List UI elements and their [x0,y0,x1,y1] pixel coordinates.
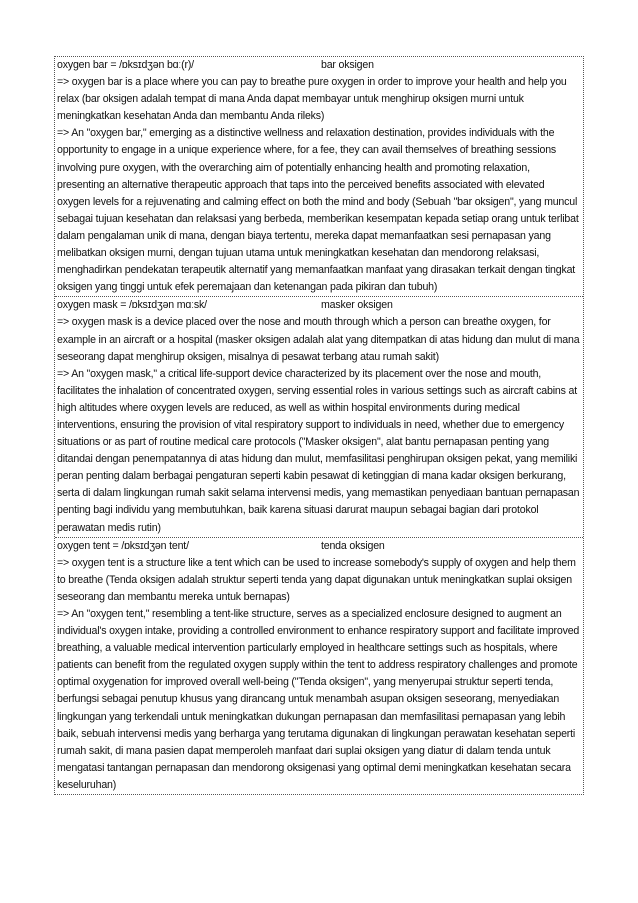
entry-definition: => oxygen bar is a place where you can pay to breathe pure oxygen in order to improve your health and help you relax (bar oksigen adalah tempat di mana Anda dapat membayar untuk menghirup oksigen murni untuk meningkatkan kesehatan Anda dan membantu Anda rileks) [57,76,567,123]
entry-header [57,297,580,314]
entry-definition: => oxygen mask is a device placed over the nose and mouth through which a person can breathe oxygen, for example in an aircraft or a hospital (masker oksigen adalah alat yang ditempatkan di atas hidung dan mulut di mana seseorang dapat menghirup oksigen, misalnya di pesawat terbang atau rumah sakit) [57,316,580,363]
entry-definition: => oxygen tent is a structure like a tent which can be used to increase somebody's supply of oxygen and help them to breathe (Tenda oksigen adalah struktur seperti tenda yang dapat digunakan untuk meningkatkan suplai oksigen seseorang dan membantu mereka untuk bernapas) [57,556,576,603]
entry-term: oxygen bar = /ɒksɪdʒən bɑː(r)/ [57,59,194,71]
vocabulary-table [54,56,584,795]
entry-elaboration: => An "oxygen tent," resembling a tent-like structure, serves as a specialized enclosure designed to augment an individual's oxygen intake, providing a controlled environment to enhance respiratory support and facilitate improved breathing, a valuable medical intervention particularly employed in healthcare settings such as hospitals, where patients can benefit from the regulated oxygen supply within the tent to address respiratory challenges and promote optimal oxygenation for improved overall well-being ("Tenda oksigen", yang menyerupai struktur seperti tenda, berfungsi sebagai penutup khusus yang dirancang untuk menambah asupan oksigen seseorang, menyediakan lingkungan yang terkendali untuk meningkatkan dukungan pernapasan dan memfasilitasi pernapasan yang lebih baik, sebuah intervensi medis yang berharga yang terutama digunakan di lingkungan perawatan kesehatan seperti rumah sakit, di mana pasien dapat memperoleh manfaat dari suplai oksigen yang diatur di dalam tenda untuk mengatasi tantangan pernapasan dan mendorong oksigenasi yang optimal demi meningkatkan kesehatan secara keseluruhan) [57,608,580,791]
entry-translation: bar oksigen [321,59,374,71]
entry-term: oxygen mask = /ɒksɪdʒən mɑːsk/ [57,299,207,312]
entry-header [57,538,580,555]
entry-oxygen-tent [55,537,583,794]
entry-header [57,57,580,74]
entry-elaboration: => An "oxygen mask," a critical life-support device characterized by its placement over the nose and mouth, facilitates the inhalation of concentrated oxygen, serving essential roles in various settings such as aircraft cabins at high altitudes where oxygen levels are reduced, as well as within hospital environments during medical interventions, ensuring the provision of vital respiratory support to individuals in need, whether due to emergency situations or as part of routine medical care protocols ("Masker oksigen", alat bantu pernapasan penting yang ditandai dengan penempatannya di atas hidung dan mulut, memfasilitasi penghirupan oksigen pekat, yang memiliki peran penting dalam berbagai pengaturan seperti kabin pesawat di ketinggian di mana kadar oksigen berkurang, serta di dalam lingkungan rumah sakit selama intervensi medis, yang memastikan penyediaan bantuan pernapasan penting bagi individu yang membutuhkan, baik karena situasi darurat maupun sebagai bagian dari protokol perawatan medis rutin) [57,367,580,534]
entry-translation: tenda oksigen [321,539,385,552]
entry-elaboration: => An "oxygen bar," emerging as a distinctive wellness and relaxation destination, provides individuals with the opportunity to engage in a unique experience where, for a fee, they can avail themselves of breathing sessions involving pure oxygen, with the overarching aim of potentially enhancing health and promoting relaxation, presenting an alternative therapeutic approach that taps into the perceived benefits associated with elevated oxygen levels for a rejuvenating and calming effect on both the mind and body (Sebuah "bar oksigen", yang muncul sebagai tujuan kesehatan dan relaksasi yang berbeda, memberikan kesempatan kepada setiap orang untuk terlibat dalam pengalaman unik di mana, dengan biaya tertentu, mereka dapat memanfaatkan sesi pernapasan yang melibatkan oksigen murni, dengan tujuan utama untuk meningkatkan kesehatan dan mendorong relaksasi, menghadirkan pendekatan terapeutik alternatif yang memanfaatkan manfaat yang dirasakan terkait dengan tingkat oksigen yang tinggi untuk efek peremajaan dan ketenangan pada pikiran dan tubuh) [57,127,579,294]
entry-translation: masker oksigen [321,299,393,312]
entry-oxygen-mask [55,296,583,536]
entry-term: oxygen tent = /ɒksɪdʒən tent/ [57,539,189,552]
entry-oxygen-bar [55,57,583,296]
